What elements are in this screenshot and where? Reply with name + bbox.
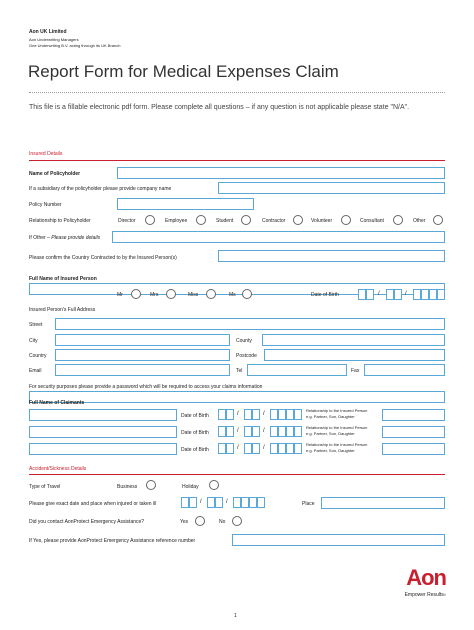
claimant-dob-year-3[interactable] [286, 426, 294, 437]
claimant-dob-day-1[interactable] [218, 426, 226, 437]
incident-day-1[interactable] [181, 497, 189, 508]
country-contracted-field[interactable] [218, 250, 445, 262]
claimant-dob-day-1[interactable] [218, 443, 226, 454]
rel-label-director: Director [118, 218, 136, 224]
claimant-dob-year-2[interactable] [278, 443, 286, 454]
travel-holiday-label: Holiday [182, 484, 199, 490]
section-rule [29, 160, 445, 161]
incident-year-3[interactable] [249, 497, 257, 508]
dob-year-1[interactable] [413, 289, 421, 300]
claimant-dob-label: Date of Birth [181, 430, 209, 436]
dob-month-2[interactable] [394, 289, 402, 300]
incident-date-separator: / [226, 499, 228, 505]
rel-radio-director[interactable] [145, 215, 155, 225]
rel-radio-volunteer[interactable] [341, 215, 351, 225]
claimant-dob-month-1[interactable] [244, 426, 252, 437]
subsidiary-label: If a subsidiary of the policyholder please provide company name [29, 186, 172, 192]
county-label: County [236, 338, 252, 344]
title-label-ms: Ms [229, 292, 236, 298]
tel-field[interactable] [247, 364, 347, 376]
dob-year-3[interactable] [429, 289, 437, 300]
if-other-field[interactable] [112, 231, 445, 243]
claimant-dob-year-3[interactable] [286, 409, 294, 420]
policyholder-label: Name of Policyholder [29, 171, 81, 177]
incident-date-separator: / [200, 499, 202, 505]
travel-label: Type of Travel [29, 484, 61, 490]
claimant-dob-month-2[interactable] [252, 443, 260, 454]
claimant-dob-day-1[interactable] [218, 409, 226, 420]
incident-year-1[interactable] [233, 497, 241, 508]
claimant-dob-year-3[interactable] [286, 443, 294, 454]
rel-label-contractor: Contractor [262, 218, 286, 224]
dob-separator: / [405, 291, 407, 297]
rel-label-volunteer: Volunteer [311, 218, 333, 224]
section-rule [29, 474, 445, 475]
claimant-rel-label: Relationship to the Insured Person [306, 425, 368, 430]
place-field[interactable] [321, 497, 445, 509]
claimant-dob-year-4[interactable] [294, 409, 302, 420]
dob-day-1[interactable] [358, 289, 366, 300]
country-field[interactable] [55, 349, 230, 361]
claimant-dob-year-2[interactable] [278, 409, 286, 420]
policy-number-label: Policy Number [29, 202, 62, 208]
title-label-mrs: Mrs [150, 292, 159, 298]
full-name-label: Full Name of Insured Person [29, 276, 97, 282]
claimant-rel-field[interactable] [382, 443, 445, 455]
claimant-dob-separator: / [263, 411, 265, 417]
reference-field[interactable] [232, 534, 445, 546]
password-label: For security purposes please provide a password which will be required to access your claims information [29, 384, 263, 390]
claimant-dob-separator: / [237, 411, 239, 417]
claimant-dob-separator: / [237, 445, 239, 451]
travel-radio-holiday[interactable] [209, 480, 219, 490]
page-number: 1 [234, 613, 237, 619]
claimant-rel-hint: e.g. Partner, Son, Daughter [306, 448, 355, 453]
claimant-dob-separator: / [237, 428, 239, 434]
rel-radio-contractor[interactable] [293, 215, 303, 225]
country-label: Country [29, 353, 47, 359]
claimant-dob-label: Date of Birth [181, 413, 209, 419]
claimant-dob-month-1[interactable] [244, 409, 252, 420]
country-contracted-label: Please confirm the Country Contracted to by the Insured Person(s) [29, 255, 177, 261]
rel-radio-consultant[interactable] [393, 215, 403, 225]
relationship-label: Relationship to Policyholder [29, 218, 91, 224]
dob-label: Date of Birth [311, 292, 339, 298]
dob-year-4[interactable] [437, 289, 445, 300]
title-radio-mrs[interactable] [166, 289, 176, 299]
title-divider [29, 92, 445, 93]
dob-day-2[interactable] [366, 289, 374, 300]
rel-label-employee: Employee [165, 218, 188, 224]
title-label-miss: Miss [188, 292, 199, 298]
section-accident-details: Accident/Sickness Details [29, 466, 87, 472]
page-title: Report Form for Medical Expenses Claim [28, 62, 339, 81]
claimant-rel-field[interactable] [382, 426, 445, 438]
fax-field[interactable] [364, 364, 445, 376]
dob-month-1[interactable] [386, 289, 394, 300]
incident-month-1[interactable] [207, 497, 215, 508]
claimant-dob-year-1[interactable] [270, 409, 278, 420]
claimant-rel-field[interactable] [382, 409, 445, 421]
claimant-name-field[interactable] [29, 409, 177, 421]
travel-radio-business[interactable] [146, 480, 156, 490]
full-name-field[interactable] [29, 283, 445, 295]
contact-radio-no[interactable] [232, 516, 242, 526]
claimant-name-field[interactable] [29, 443, 177, 455]
claimant-rel-label: Relationship to the Insured Person [306, 442, 368, 447]
company-line-2: Aon Underwriting Managers [29, 37, 79, 42]
contact-radio-yes[interactable] [195, 516, 205, 526]
claimant-dob-month-2[interactable] [252, 409, 260, 420]
claimant-dob-day-2[interactable] [226, 409, 234, 420]
claimant-dob-year-1[interactable] [270, 426, 278, 437]
email-label: Email [29, 368, 42, 374]
password-field[interactable] [29, 391, 445, 403]
title-label-mr: Mr [117, 292, 123, 298]
claimant-dob-year-2[interactable] [278, 426, 286, 437]
dob-year-2[interactable] [421, 289, 429, 300]
incident-year-4[interactable] [257, 497, 265, 508]
claimant-dob-year-4[interactable] [294, 443, 302, 454]
claimants-heading: Full Name of Claimants [29, 400, 85, 406]
aon-logo: Aon [406, 565, 446, 590]
policy-number-field[interactable] [117, 198, 254, 210]
section-insured-details: Insured Details [29, 151, 63, 157]
claimant-dob-day-2[interactable] [226, 443, 234, 454]
rel-radio-student[interactable] [241, 215, 251, 225]
claimant-rel-label: Relationship to the Insured Person [306, 408, 368, 413]
incident-month-2[interactable] [215, 497, 223, 508]
claimant-dob-year-4[interactable] [294, 426, 302, 437]
reference-label: If Yes, please provide AonProtect Emergency Assistance reference number [29, 538, 196, 544]
rel-label-consultant: Consultant [360, 218, 384, 224]
postcode-field[interactable] [264, 349, 445, 361]
logo-tagline: Empower Results® [404, 592, 446, 598]
incident-year-2[interactable] [241, 497, 249, 508]
claimant-rel-hint: e.g. Partner, Son, Daughter [306, 431, 355, 436]
contact-yes-label: Yes [180, 519, 189, 525]
title-radio-miss[interactable] [206, 289, 216, 299]
policyholder-field[interactable] [117, 167, 445, 179]
subsidiary-field[interactable] [218, 182, 445, 194]
claimant-dob-separator: / [263, 445, 265, 451]
claimant-dob-day-2[interactable] [226, 426, 234, 437]
title-radio-mr[interactable] [131, 289, 141, 299]
intro-text: This file is a fillable electronic pdf form. Please complete all questions – if any question is not applicable please state "N/A". [29, 104, 410, 111]
city-label: City [29, 338, 38, 344]
street-field[interactable] [55, 318, 445, 330]
if-other-label: If Other – Please provide details [29, 235, 101, 241]
place-label: Place [302, 501, 315, 507]
incident-day-2[interactable] [189, 497, 197, 508]
emergency-contact-label: Did you contact AonProtect Emergency Assistance? [29, 519, 145, 525]
city-field[interactable] [55, 334, 230, 346]
claimant-name-field[interactable] [29, 426, 177, 438]
email-field[interactable] [55, 364, 230, 376]
county-field[interactable] [262, 334, 445, 346]
rel-label-other: Other [413, 218, 426, 224]
claimant-dob-separator: / [263, 428, 265, 434]
claimant-dob-year-1[interactable] [270, 443, 278, 454]
claimant-rel-hint: e.g. Partner, Son, Daughter [306, 414, 355, 419]
title-radio-ms[interactable] [242, 289, 252, 299]
dob-separator: / [378, 291, 380, 297]
claimant-dob-month-1[interactable] [244, 443, 252, 454]
street-label: Street [29, 322, 43, 328]
claimant-dob-label: Date of Birth [181, 447, 209, 453]
address-label: Insured Person's Full Address [29, 307, 96, 313]
company-name: Aon UK Limited [29, 29, 67, 35]
rel-radio-employee[interactable] [196, 215, 206, 225]
tel-label: Tel [236, 368, 243, 374]
date-place-label: Please give exact date and place when injured or taken ill [29, 501, 157, 507]
rel-radio-other[interactable] [433, 215, 443, 225]
travel-business-label: Business [117, 484, 138, 490]
claimant-dob-month-2[interactable] [252, 426, 260, 437]
company-line-3: One Underwriting B.V. acting through its UK Branch [29, 43, 121, 48]
fax-label: Fax [351, 368, 360, 374]
contact-no-label: No [219, 519, 226, 525]
rel-label-student: Student [216, 218, 234, 224]
postcode-label: Postcode [236, 353, 257, 359]
